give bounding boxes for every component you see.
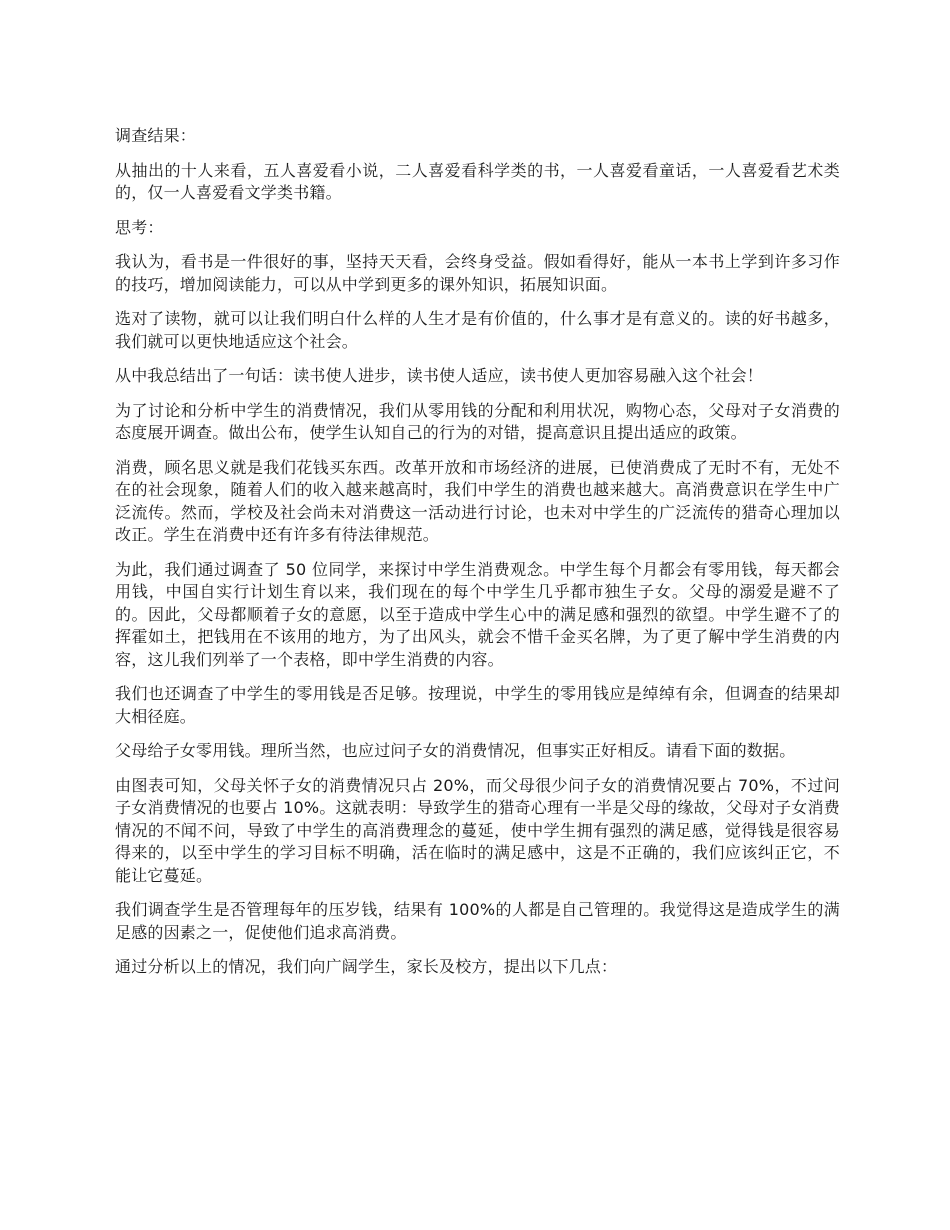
paragraph-pocket-money: 我们也还调查了中学生的零用钱是否足够。按理说，中学生的零用钱应是绰绰有余，但调查的结果却大相径庭。 bbox=[115, 684, 840, 726]
paragraph-survey: 为此，我们通过调查了 50 位同学，来探讨中学生消费观念。中学生每个月都会有零用钱，每天都会用钱，中国自实行计划生育以来，我们现在的每个中学生几乎都市独生子女。父母的溺爱是避不了的。因此，父母都顺着子女的意愿，以至于造成中学生心中的满足感和强烈的欲望。中学生避不了的挥霍如土，把钱用在不该用的地方，为了出风头，就会不惜千金买名牌，为了更了解中学生消费的内容，这儿我们列举了一个表格，即中学生消费的内容。 bbox=[115, 559, 840, 669]
paragraph-results: 从抽出的十人来看，五人喜爱看小说，二人喜爱看科学类的书，一人喜爱看童话，一人喜爱看艺术类的，仅一人喜爱看文学类书籍。 bbox=[115, 160, 840, 202]
document-page bbox=[115, 125, 840, 991]
paragraph-parents: 父母给子女零用钱。理所当然，也应过问子女的消费情况，但事实正好相反。请看下面的数据。 bbox=[115, 741, 796, 760]
paragraph-consumption: 消费，顾名思义就是我们花钱买东西。改革开放和市场经济的进展，已使消费成了无时不有，无处不在的社会现象，随着人们的收入越来越高时，我们中学生的消费也越来越大。高消费意识在学生中广泛流传。然而，学校及社会尚未对消费这一活动进行讨论，也未对中学生的广泛流传的猎奇心理加以改正。学生在消费中还有许多有待法律规范。 bbox=[115, 457, 840, 544]
section-heading-thoughts: 思考： bbox=[115, 217, 164, 237]
paragraph-lucky-money: 我们调查学生是否管理每年的压岁钱，结果有 100%的人都是自己管理的。我觉得这是造成学生的满足感的因素之一，促使他们追求高消费。 bbox=[115, 900, 840, 942]
paragraph-thoughts-2: 选对了读物，就可以让我们明白什么样的人生才是有价值的，什么事才是有意义的。读的好书越多，我们就可以更快地适应这个社会。 bbox=[115, 309, 840, 351]
section-heading-results: 调查结果： bbox=[115, 126, 197, 145]
paragraph-purpose: 为了讨论和分析中学生的消费情况，我们从零用钱的分配和利用状况，购物心态，父母对子女消费的态度展开调查。做出公布，使学生认知自己的行为的对错，提高意识且提出适应的政策。 bbox=[115, 400, 840, 442]
paragraph-chart-analysis: 由图表可知，父母关怀子女的消费情况只占 20%，而父母很少问子女的消费情况要占 70%，不过问子女消费情况的也要占 10%。这就表明：导致学生的猎奇心理有一半是父母的缘故，父母对子女消费情况的不闻不问，导致了中学生的高消费理念的蔓延，使中学生拥有强烈的满足感，觉得钱是很容易得来的，以至中学生的学习目标不明确，活在临时的满足感中，这是不正确的，我们应该纠正它，不能让它蔓延。 bbox=[115, 775, 840, 885]
paragraph-thoughts-3: 从中我总结出了一句话：读书使人进步，读书使人适应，读书使人更加容易融入这个社会！ bbox=[115, 366, 764, 385]
paragraph-thoughts-1: 我认为，看书是一件很好的事，坚持天天看，会终身受益。假如看得好，能从一本书上学到许多习作的技巧，增加阅读能力，可以从中学到更多的课外知识，拓展知识面。 bbox=[115, 252, 840, 294]
paragraph-suggestions: 通过分析以上的情况，我们向广阔学生，家长及校方，提出以下几点： bbox=[115, 957, 618, 976]
